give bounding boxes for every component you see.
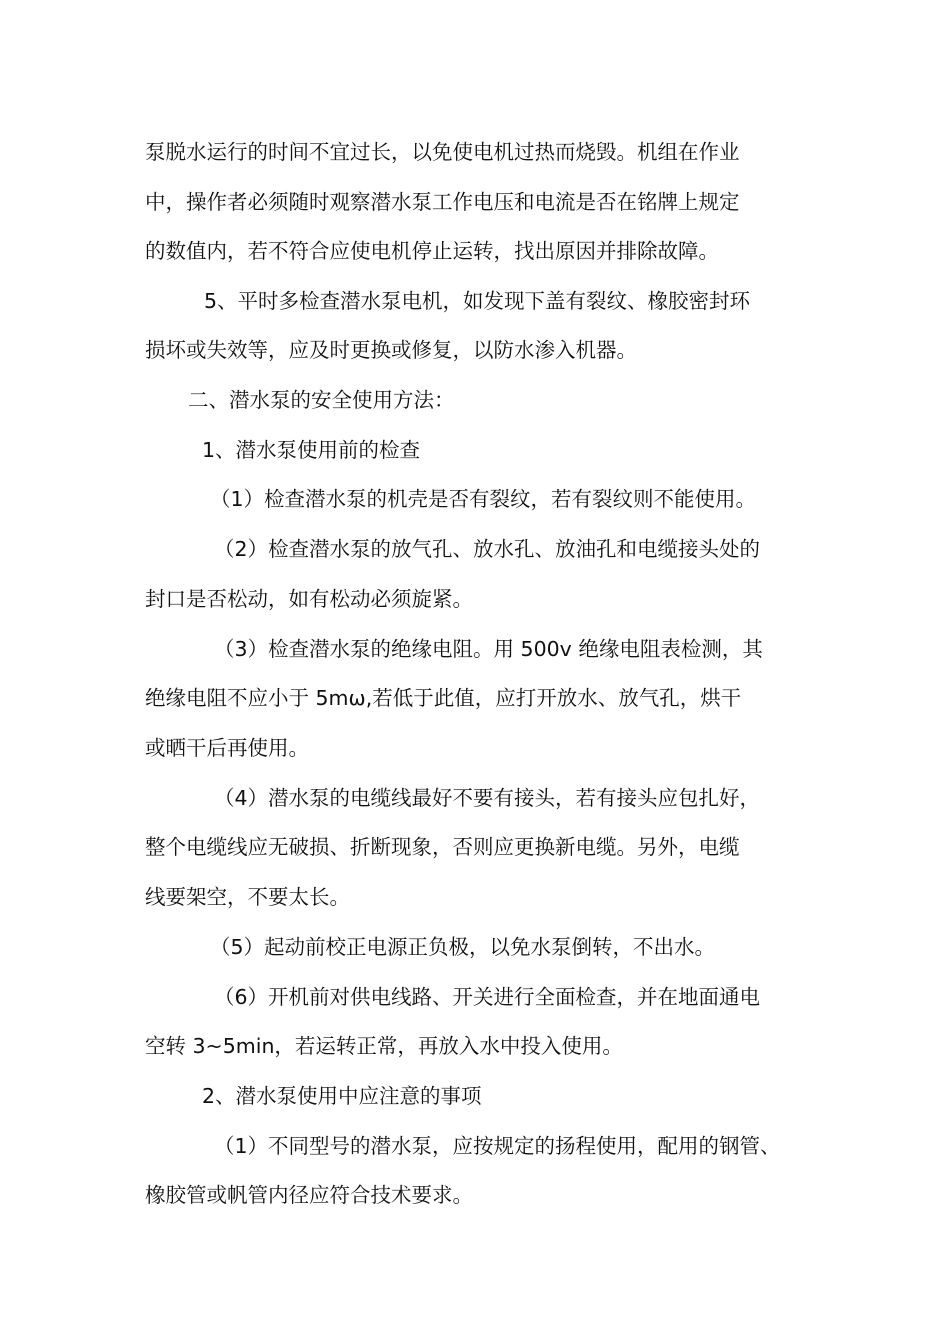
text-line: 封口是否松动，如有松动必须旋紧。 [145, 587, 473, 611]
text-line: 5、平时多检查潜水泵电机，如发现下盖有裂纹、橡胶密封环 [204, 289, 751, 313]
text-line: 损坏或失效等，应及时更换或修复，以防水渗入机器。 [145, 338, 637, 362]
text-line: （1）不同型号的潜水泵，应按规定的扬程使用，配用的钢管、 [214, 1134, 781, 1158]
text-line: 空转 3~5min，若运转正常，再放入水中投入使用。 [145, 1034, 623, 1058]
subsection-heading: 1、潜水泵使用前的检查 [202, 438, 421, 462]
text-line: （2）检查潜水泵的放气孔、放水孔、放油孔和电缆接头处的 [214, 537, 761, 561]
text-line: （5）起动前校正电源正负极，以免水泵倒转，不出水。 [210, 935, 716, 959]
text-line: 绝缘电阻不应小于 5mω,若低于此值，应打开放水、放气孔，烘干 [145, 686, 742, 710]
text-line: （1）检查潜水泵的机壳是否有裂纹，若有裂纹则不能使用。 [210, 487, 757, 511]
text-line: （3）检查潜水泵的绝缘电阻。用 500v 绝缘电阻表检测，其 [214, 637, 763, 661]
text-line: 橡胶管或帆管内径应符合技术要求。 [145, 1183, 473, 1207]
text-line: 泵脱水运行的时间不宜过长，以免使电机过热而烧毁。机组在作业 [145, 140, 740, 164]
text-line: 中，操作者必须随时观察潜水泵工作电压和电流是否在铭牌上规定 [145, 190, 740, 214]
text-line: 整个电缆线应无破损、折断现象，否则应更换新电缆。另外，电缆 [145, 835, 740, 859]
text-line: 线要架空，不要太长。 [145, 885, 350, 909]
text-line: （4）潜水泵的电缆线最好不要有接头，若有接头应包扎好， [214, 786, 761, 810]
text-line: （6）开机前对供电线路、开关进行全面检查，并在地面通电 [214, 985, 761, 1009]
section-heading: 二、潜水泵的安全使用方法： [188, 388, 455, 412]
text-line: 或晒干后再使用。 [145, 736, 309, 760]
subsection-heading: 2、潜水泵使用中应注意的事项 [202, 1084, 482, 1108]
text-line: 的数值内，若不符合应使电机停止运转，找出原因并排除故障。 [145, 239, 719, 263]
